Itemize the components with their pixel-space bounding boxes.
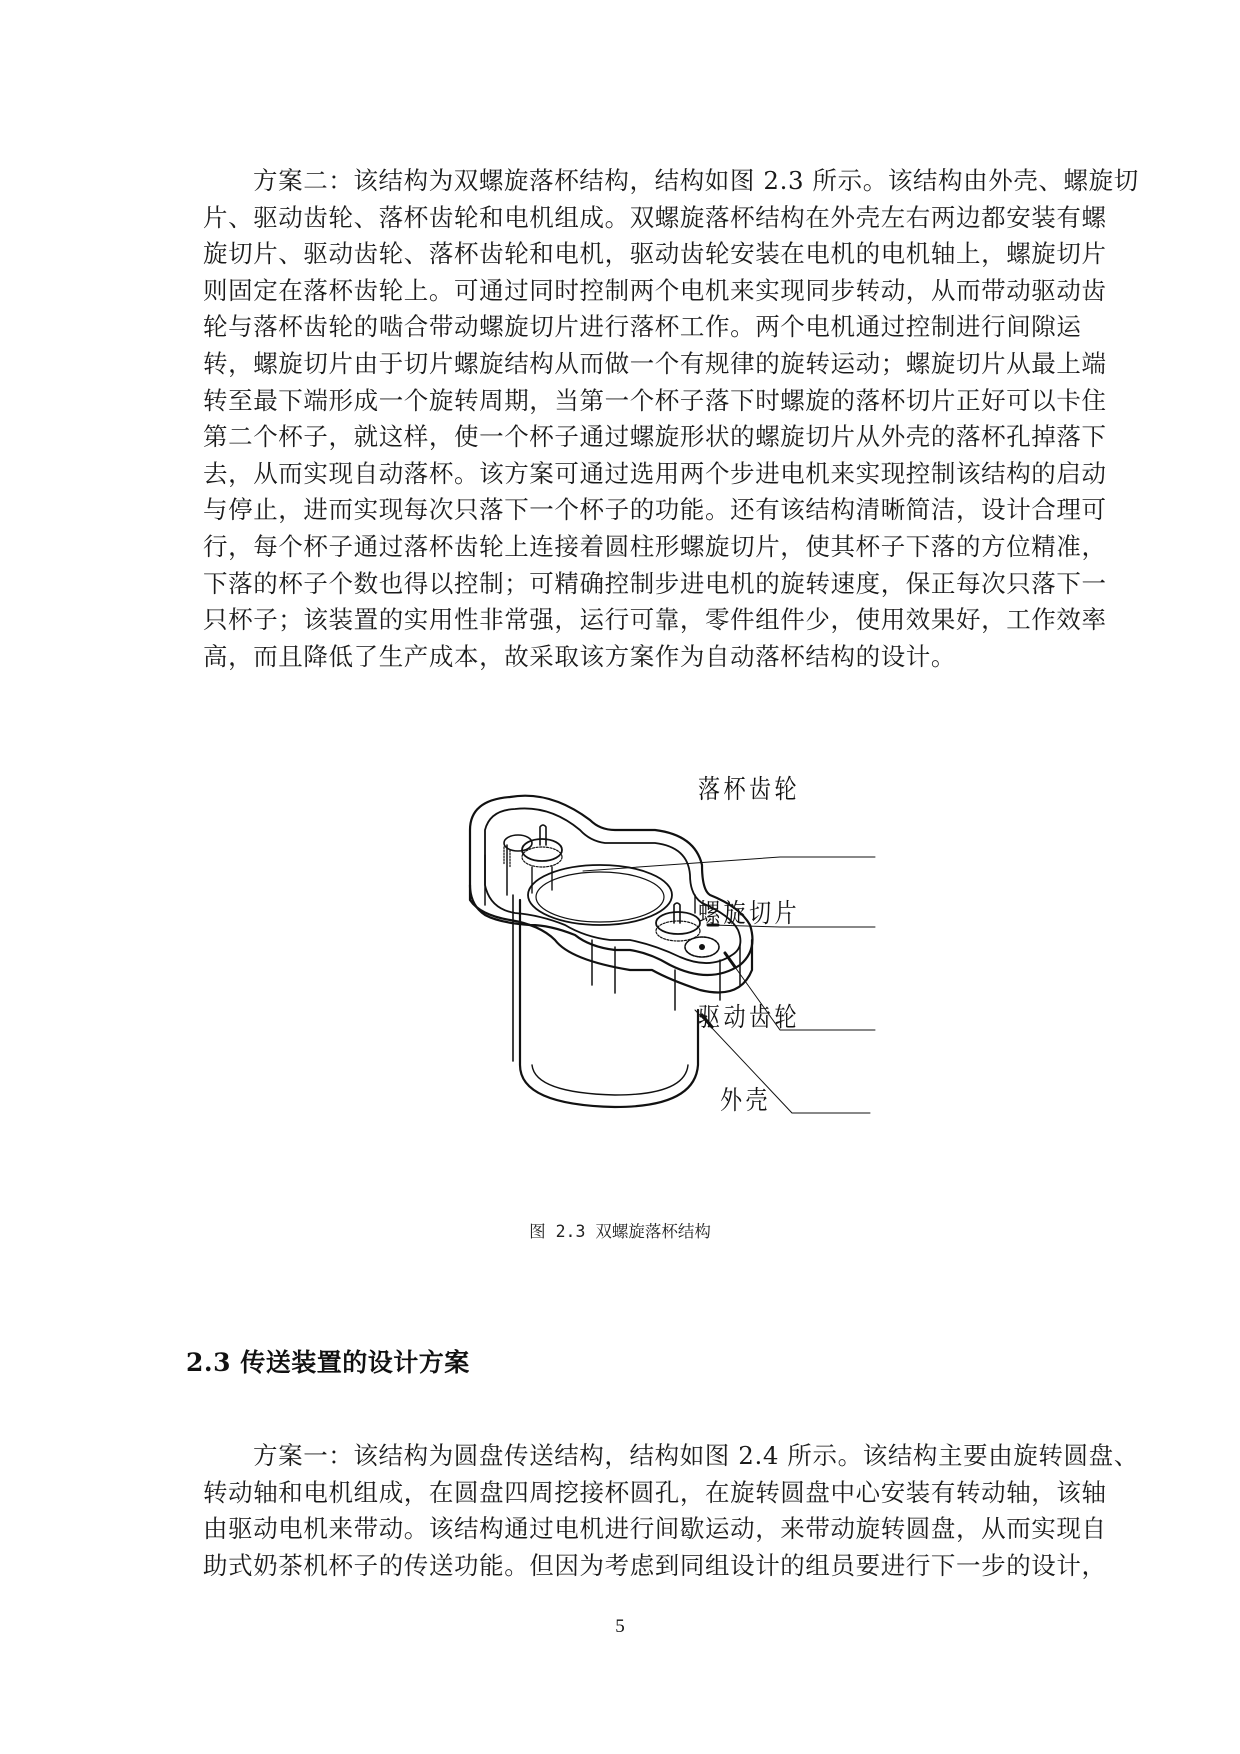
text-line: 转动轴和电机组成，在圆盘四周挖接杯圆孔，在旋转圆盘中心安装有转动轴，该轴 <box>203 1477 1107 1507</box>
text-line: 则固定在落杯齿轮上。可通过同时控制两个电机来实现同步转动，从而带动驱动齿 <box>203 275 1107 305</box>
text-line: 与停止，进而实现每次只落下一个杯子的功能。还有该结构清晰简洁，设计合理可 <box>203 495 1107 525</box>
text-line: 助式奶茶机杯子的传送功能。但因为考虑到同组设计的组员要进行下一步的设计， <box>203 1550 1107 1580</box>
text-line: 去，从而实现自动落杯。该方案可通过选用两个步进电机来实现控制该结构的启动 <box>203 458 1107 488</box>
text-line: 转至最下端形成一个旋转周期，当第一个杯子落下时螺旋的落杯切片正好可以卡住 <box>203 385 1107 415</box>
label-drop-cup-gear: 落杯齿轮 <box>698 775 801 805</box>
text-line: 方案一：该结构为圆盘传送结构，结构如图 2.4 所示。该结构主要由旋转圆盘、 <box>253 1441 1139 1470</box>
text-line: 片、驱动齿轮、落杯齿轮和电机组成。双螺旋落杯结构在外壳左右两边都安装有螺 <box>203 202 1107 232</box>
mechanical-drawing <box>440 775 900 1120</box>
section-heading: 2.3 传送装置的设计方案 <box>186 1348 470 1377</box>
text-line: 只杯子；该装置的实用性非常强，运行可靠，零件组件少，使用效果好，工作效率 <box>203 605 1107 635</box>
text-line: 转，螺旋切片由于切片螺旋结构从而做一个有规律的旋转运动；螺旋切片从最上端 <box>203 348 1107 378</box>
text-line: 方案二：该结构为双螺旋落杯结构，结构如图 2.3 所示。该结构由外壳、螺旋切 <box>253 166 1139 195</box>
page-number: 5 <box>615 1616 625 1637</box>
text-line: 轮与落杯齿轮的啮合带动螺旋切片进行落杯工作。两个电机通过控制进行间隙运 <box>203 312 1082 342</box>
text-line: 第二个杯子，就这样，使一个杯子通过螺旋形状的螺旋切片从外壳的落杯孔掉落下 <box>203 422 1107 452</box>
text-line: 下落的杯子个数也得以控制；可精确控制步进电机的旋转速度，保正每次只落下一 <box>203 568 1107 598</box>
figure-double-spiral-cup-drop <box>440 775 900 1120</box>
label-drive-gear: 驱动齿轮 <box>698 1003 801 1033</box>
label-spiral-blade: 螺旋切片 <box>698 899 801 929</box>
label-housing: 外壳 <box>720 1086 772 1116</box>
text-line: 高，而且降低了生产成本，故采取该方案作为自动落杯结构的设计。 <box>203 641 956 671</box>
text-line: 由驱动电机来带动。该结构通过电机进行间歇运动，来带动旋转圆盘，从而实现自 <box>203 1514 1107 1544</box>
text-line: 行，每个杯子通过落杯齿轮上连接着圆柱形螺旋切片，使其杯子下落的方位精准， <box>203 531 1107 561</box>
paragraph-option-2-double-spiral <box>203 163 1139 675</box>
figure-caption: 图 2.3 双螺旋落杯结构 <box>529 1222 711 1241</box>
paragraph-option-1-disc-conveyor <box>203 1438 1139 1584</box>
text-line: 旋切片、驱动齿轮、落杯齿轮和电机，驱动齿轮安装在电机的电机轴上，螺旋切片 <box>203 239 1107 269</box>
